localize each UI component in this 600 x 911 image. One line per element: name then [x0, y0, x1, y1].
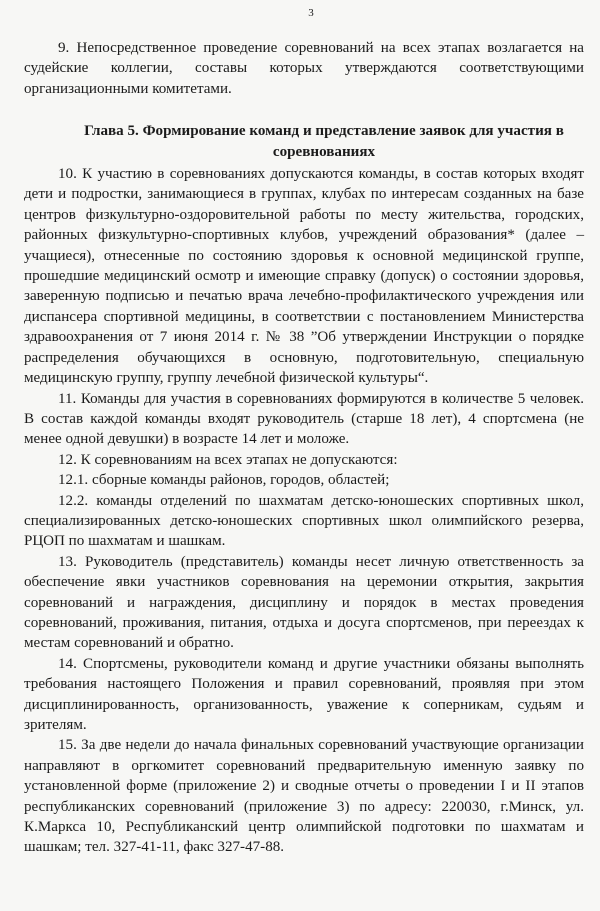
paragraph-12: 12. К соревнованиям на всех этапах не допускаются: — [58, 451, 398, 468]
chapter-title: Глава 5. Формирование команд и представление заявок для участия в соревнованиях — [84, 123, 564, 160]
paragraph-10: 10. К участию в соревнованиях допускаются команды, в состав которых входят дети и подростки, занимающиеся в группах, клубах по интересам созданных на базе центров физкультурно-оздоровительной работы по месту жительства, городских, районных физкультурно-спортивных клубов, учреждений образования* (далее – учащиеся), отнесенные по состоянию здоровья к основной медицинской группе, прошедшие медицинский осмотр и имеющие справку (допуск) о состоянии здоровья, заверенную подписью и печатью врача лечебно-профилактического учреждения или диспансера спортивной медицины, в соответствии с постановлением Министерства здравоохранения от 7 июня 2014 г. № 38 ”Об утверждении Инструкции о порядке распределения обучающихся в основную, подготовительную, специальную медицинскую группу, группу лечебной физической культуры“. — [24, 166, 584, 387]
paragraph-13: 13. Руководитель (представитель) команды несет личную ответственность за обеспечение явки участников соревнования на церемонии открытия, закрытия соревнований и награждения, дисциплину и порядок в местах проведения соревнований, проживания, питания, отдыха и досуга спортсменов, при переездах к местам соревнований и обратно. — [24, 553, 584, 652]
paragraph-15: 15. За две недели до начала финальных соревнований участвующие организации направляют в оргкомитет соревнований предварительную именную заявку по установленной форме (приложение 2) и сводные отчеты о проведении I и II этапов республиканских соревнований (приложение 3) по адресу: 220030, г.Минск, ул. К.Маркса 10, Республиканский центр олимпийской подготовки по шахматам и шашкам; тел. 327-41-11, факс 327-47-88. — [24, 737, 584, 856]
paragraph-12-2: 12.2. команды отделений по шахматам детско-юношеских спортивных школ, специализированных детско-юношеских спортивных школ олимпийского резерва, РЦОП по шахматам и шашкам. — [24, 492, 584, 550]
chapter-heading-block — [24, 121, 584, 162]
paragraph-11: 11. Команды для участия в соревнованиях формируются в количестве 5 человек. В состав каждой команды входят руководитель (старше 18 лет), 4 спортсмена (не менее одной девушки) в возрасте 14 лет и моложе. — [24, 390, 584, 448]
paragraph-9: 9. Непосредственное проведение соревнований на всех этапах возлагается на судейские коллегии, составы которых утверждаются соответствующими организационными комитетами. — [24, 40, 584, 97]
paragraph-14: 14. Спортсмены, руководители команд и другие участники обязаны выполнять требования настоящего Положения и правил соревнований, проявляя при этом дисциплинированность, организованность, уважение к соперникам, судьям и зрителям. — [24, 655, 584, 733]
paragraph-12-1: 12.1. сборные команды районов, городов, областей; — [58, 472, 390, 489]
page-number: 3 — [308, 7, 314, 19]
